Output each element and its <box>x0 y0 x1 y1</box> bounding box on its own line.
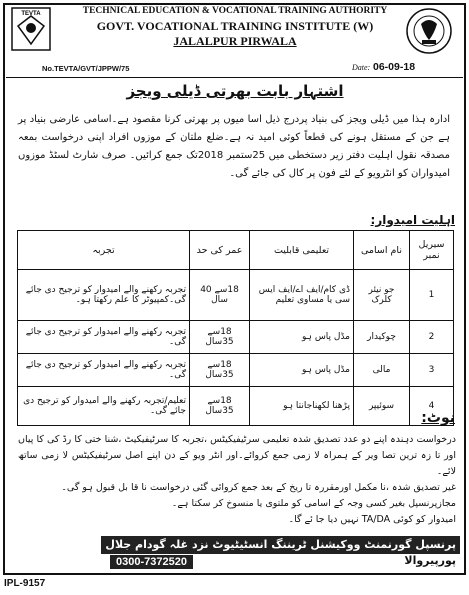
post-cell: چوکیدار <box>354 321 410 354</box>
authority-name: TECHNICAL EDUCATION & VOCATIONAL TRAINING AUTHORITY <box>82 6 388 16</box>
vacancy-table <box>17 230 454 426</box>
qualification-cell: ڈی کام/ایف اے/ایف ایس سی یا مساوی تعلیم <box>250 270 354 321</box>
notes-heading: نوٹ: <box>421 410 455 426</box>
post-cell: جو نیئر کلرک <box>354 270 410 321</box>
phone-number: 0300-7372520 <box>110 555 193 569</box>
post-cell: سوئیپر <box>354 387 410 426</box>
qualification-cell: پڑھنا لکھناجانتا ہو <box>250 387 354 426</box>
qualification-cell: مڈل پاس ہو <box>250 321 354 354</box>
age-cell: 18سے 40 سال <box>190 270 250 321</box>
experience-cell: تجربہ رکھنے والے امیدوار کو ترجیح دی جائے گی۔کمپیوٹر کا علم رکھتا ہو۔ <box>18 270 190 321</box>
qualification-cell: مڈل پاس ہو <box>250 354 354 387</box>
eligibility-heading: اہلیت امیدوار: <box>370 213 455 227</box>
principal-address: پرنسپل گورنمنٹ ووکیشنل ٹریننگ انسٹیٹیوٹ نزد غلہ گودام جلال <box>101 536 460 554</box>
experience-cell: تجربہ رکھنے والے امیدوار کو ترجیح دی جائے گی۔ <box>18 321 190 354</box>
note-item: غیر تصدیق شدہ ،نا مکمل اورمقررہ تا ریخ کے بعد جمع کروائی گئی درخواست نا قا بل قبول ہو گی۔ <box>61 482 456 493</box>
table-row <box>18 270 454 321</box>
punjab-emblem-icon <box>404 6 454 56</box>
table-header-row <box>18 231 454 270</box>
tevta-logo-icon <box>10 6 52 52</box>
institute-name: GOVT. VOCATIONAL TRAINING INSTITUTE (W) <box>96 19 374 33</box>
header-age: عمر کی حد <box>190 231 250 270</box>
serial-cell: 3 <box>410 354 454 387</box>
serial-cell: 1 <box>410 270 454 321</box>
tevta-logo-text: TEVTA <box>21 11 41 17</box>
serial-cell: 4 <box>410 387 454 426</box>
post-cell: مالی <box>354 354 410 387</box>
header-serial: سیریل نمبر <box>410 231 454 270</box>
header-qualification: تعلیمی قابلیت <box>250 231 354 270</box>
institute-location: JALALPUR PIRWALA <box>173 34 297 48</box>
reference-number: No.TEVTA/GVT/JPPW/75 <box>42 64 130 73</box>
note-item: مجازپرنسپل بغیر کسی وجہ کے اسامی کو ملتوی یا منسوخ کر سکتا ہے۔ <box>171 498 456 509</box>
header-post: نام اسامی <box>354 231 410 270</box>
intro-paragraph: ادارہ ہذا میں ڈیلی ویجز کی بنیاد پردرج ذیل اسا میوں پر بھرتی کرنا مقصود ہے۔اسامی عارضی بنیاد پر ہے جن کے مستقل ہونے کی قطعاً کوئی امید نہ ہے۔ضلع ملتان کے موزوں افراد اپنی درخواست بمعہ مصدقہ نقول اہلیت دفتر زیر دستخطی میں 25ستمبر 2018تک جمع کرائیں۔ صرف شارٹ لسٹڈ موزوں امیدواران کو انٹرویو کے لئے فون پر کال کی جائے گی۔ <box>18 114 450 179</box>
experience-cell: تعلیم/تجربہ رکھنے والے امیدوار کو ترجیح دی جائے گی۔ <box>18 387 190 426</box>
footer-city: پورپیروالا <box>404 554 456 567</box>
table-row <box>18 387 454 426</box>
header-divider <box>6 77 463 78</box>
notes-list <box>18 432 456 528</box>
ipl-number: IPL-9157 <box>4 578 46 589</box>
date-value: 06-09-18 <box>373 61 416 73</box>
serial-cell: 2 <box>410 321 454 354</box>
note-item: امیدوار کو کوئی TA/DA نہیں دیا جا ئے گا۔ <box>288 514 456 525</box>
age-cell: 18سے 35سال <box>190 354 250 387</box>
table-row <box>18 354 454 387</box>
date-label: Date: <box>352 63 371 72</box>
experience-cell: تجربہ رکھنے والے امیدوار کو ترجیح دی جائے گی۔ <box>18 354 190 387</box>
table-row <box>18 321 454 354</box>
advertisement-title: اشتہار بابت بھرتی ڈیلی ویجز <box>126 82 344 100</box>
note-item: درخواست دہندہ اپنے دو عدد تصدیق شدہ تعلیمی سرٹیفیکیٹس ،تجربہ کا سرٹیفیکیٹ ،شنا ختی کا رڈ کی کا پیاں اور تا زہ ترین تصا ویر کے ہمراہ لا زمی جمع کروائے۔اور انٹر ویو کے دن اپنے اصل سرٹیفیکیٹس لا زمی ساتھ لائے۔ <box>18 434 456 477</box>
header-experience: تجربہ <box>18 231 190 270</box>
age-cell: 18سے 35سال <box>190 387 250 426</box>
age-cell: 18سے 35سال <box>190 321 250 354</box>
